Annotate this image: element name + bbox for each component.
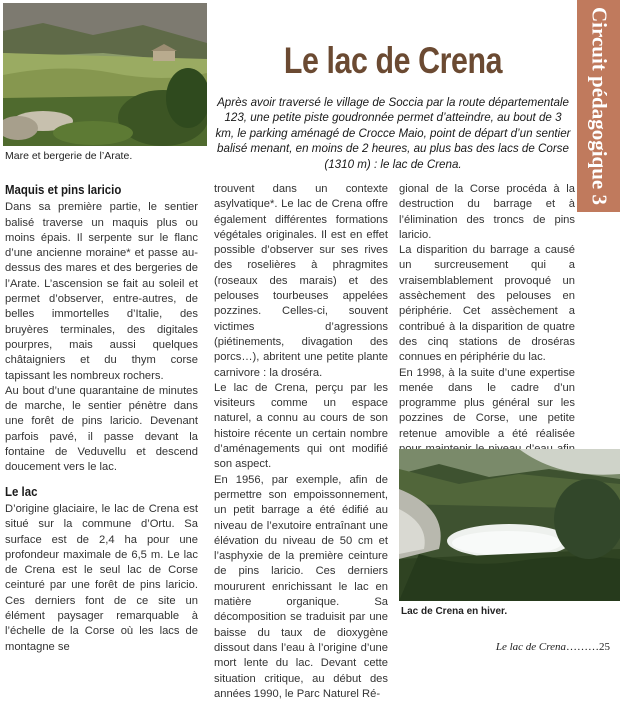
footer-dots: ……… <box>566 641 599 653</box>
col3-paragraph-1: gional de la Corse procéda à la destruction du barrage et à l’élimination des troncs de pins laricio. <box>399 183 575 241</box>
page-footer <box>470 641 610 653</box>
photo-mare-bergerie <box>3 3 207 146</box>
col2-paragraph-3: En 1956, par exemple, afin de permettre son empoissonnement, un petit barrage a été édifié au niveau de l’exutoire entraînant une élévation du niveau de 50 cm et l’asphyxie de la première ceinture de pins laricio. Ces derniers moururent enrichissant le lac en matière organique. Sa décomposition se traduisit par une baisse du taux de dioxygène dissout dans l’eau à l’origine d’une mort lente du lac. Devant cette situation critique, au début des années 1990, le Parc Naturel Ré- <box>214 473 388 700</box>
col3-paragraph-3: En 1998, à la suite d’une expertise menée dans le cadre d’un programme plus général sur les pozzines de Corse, une petite retenue amovible a été réalisée <box>399 366 575 440</box>
heading-maquis: Maquis et pins laricio <box>5 182 122 197</box>
circuit-tab <box>577 0 620 212</box>
maquis-paragraph-2: Au bout d’une quarantaine de minutes de marche, le sentier pénètre dans une forêt de pins laricio. Devenant parfois pavé, il passe devant la fontaine de Veduvellu et descend doucement vers le lac. <box>5 384 198 474</box>
lead-paragraph: Après avoir traversé le village de Soccia par la route départementale 123, une petite piste goudronnée permet d’atteindre, au bout de 3 km, le parking aménagé de Crocce Maio, point de départ d’un sentier balisé menant, en moins de 2 heures, au plus bas des lacs de Corse (1310 m) : le lac de Crena. <box>215 96 571 171</box>
maquis-paragraph-1: Dans sa première partie, le sentier balisé traverse un maquis plus ou moins épais. Il serpente sur le flanc d’une ancienne moraine* et passe au-dessus des mares et des bergeries de l’Arate. L’ascension se fait au soleil et permet d’observer, entre-autres, de belles immortelles d’Italie, des bruyères terminales, des digitales pourpres, mais aussi quelques châtaigniers et du thym corse tapissant les nombreux rochers. <box>5 201 198 382</box>
col2-paragraph-1: trouvent dans un contexte asylvatique*. Le lac de Crena offre également différentes formations végétales originales. Il est en effet possible d’observer sur ses rives des roselières à phragmites (roseaux des marais) et des pelouses tourbeuses appelées pozzines. Celles-ci, souvent victimes d’agressions (piétinements, divagation des porcs…), abritent une petite plante carnivore : la droséra. <box>214 183 388 379</box>
column-2 <box>214 182 388 702</box>
column-1 <box>5 182 198 655</box>
column-3 <box>399 182 575 488</box>
heading-lac: Le lac <box>5 483 38 499</box>
top-photo-caption: Mare et bergerie de l’Arate. <box>5 150 133 162</box>
circuit-tab-label: Circuit pédagogique 3 <box>587 7 611 205</box>
running-title: Le lac de Crena <box>495 641 566 653</box>
photo-lac-hiver <box>399 449 620 601</box>
bottom-photo-caption: Lac de Crena en hiver. <box>401 606 508 617</box>
page-title: Le lac de Crena <box>283 40 503 81</box>
col3-paragraph-2: La disparition du barrage a causé un surcreusement qui a vraisemblablement provoqué un assèchement des pelouses en périphérie. Cet assèchement a contribué à la disparition de quatre des cinq stations de droséras connues en périphérie du lac. <box>399 244 575 364</box>
lac-paragraph-1: D’origine glaciaire, le lac de Crena est situé sur la commune d’Ortu. Sa surface est de 2,4 ha pour une profondeur maximale de 6,5 m. Le lac de Crena est le seul lac de Corse ceinturé par une forêt de pins laricio. Ces derniers font de ce site un élément paysager remarquable à l’échelle de la Corse où les lacs de montagne se <box>5 502 198 653</box>
page-number: 25 <box>599 641 610 653</box>
col2-paragraph-2: Le lac de Crena, perçu par les visiteurs comme un espace naturel, a connu au cours de son histoire récente un certain nombre d’aménagements qui ont modifié son aspect. <box>214 381 388 471</box>
